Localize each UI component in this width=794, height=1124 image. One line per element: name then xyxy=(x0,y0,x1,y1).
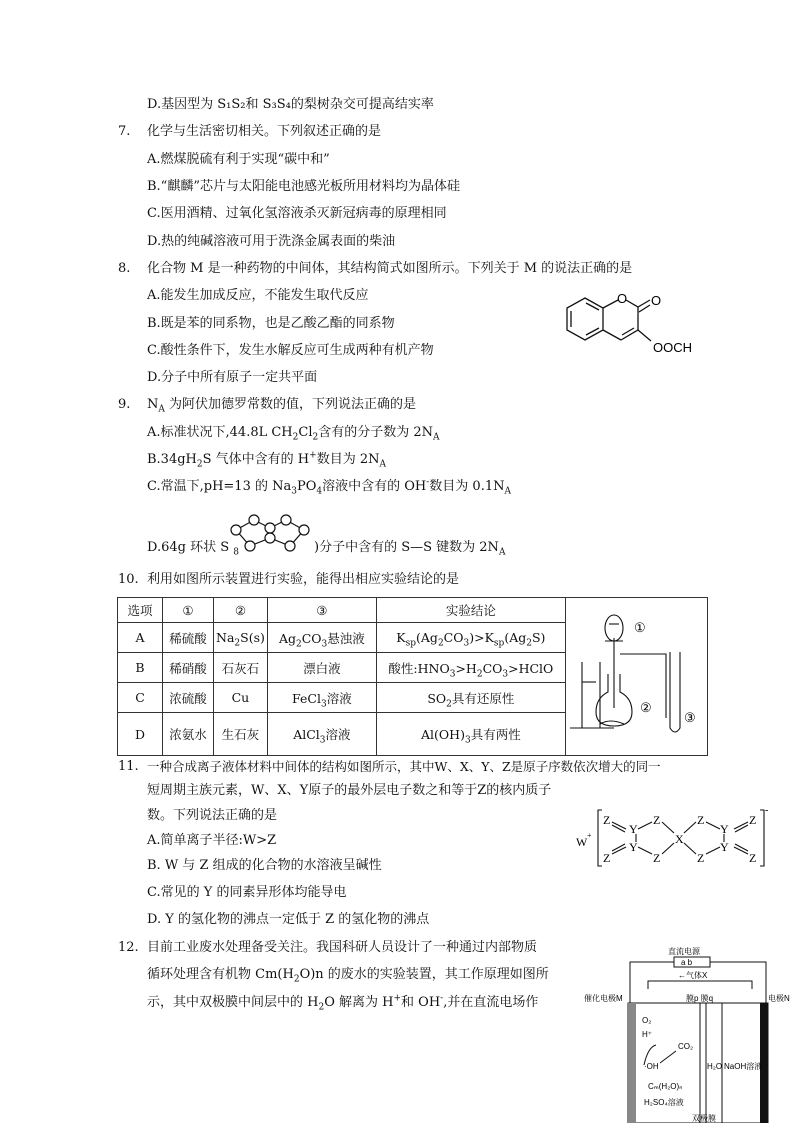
ester-group-label: OOCH xyxy=(653,340,692,355)
q11-option-a: A.简单离子半径:W>Z xyxy=(147,833,277,848)
row-c-reagent-3: FeCl$_3$溶液 xyxy=(267,683,376,713)
row-b-reagent-3: 漂白液 xyxy=(267,653,376,683)
y-label: Y xyxy=(720,822,729,836)
q9-option-a: A.标准状况下,44.8L $CH_2Cl_2$含有的分子数为 $2N_A$ xyxy=(147,425,440,443)
row-c-reagent-2: Cu xyxy=(214,683,268,713)
gas-x-label: ←气体X xyxy=(678,971,708,980)
z-label: Z xyxy=(603,851,611,865)
oh-label: ·OH xyxy=(644,1062,659,1071)
row-a-reagent-2: $Na_2S(s)$ xyxy=(214,623,268,653)
q8-option-b: B.既是苯的同系物，也是乙酸乙酯的同系物 xyxy=(147,316,395,331)
label-2: ② xyxy=(639,701,652,716)
row-a-reagent-3: $Ag_2CO_3$悬浊液 xyxy=(267,623,376,653)
q8-option-a: A.能发生加成反应，不能发生取代反应 xyxy=(147,288,369,303)
power-label: 直流电源 xyxy=(668,947,700,956)
row-a-option: A xyxy=(118,623,163,653)
row-a-conclusion: $K_{sp}(Ag_2CO_3)>K_{sp}(Ag_2S)$ xyxy=(376,623,565,653)
q12-line-3: 示，其中双极膜中间层中的 $H_2O$ 解离为 H+和 OH-,并在直流电场作 xyxy=(147,993,539,1013)
q7-stem: 化学与生活密切相关。下列叙述正确的是 xyxy=(147,124,382,139)
q10-table xyxy=(117,597,708,756)
row-b-conclusion: 酸性$:HNO_3>H_2CO_3>HClO$ xyxy=(376,653,565,683)
z-label: Z xyxy=(749,813,757,827)
row-d-option: D xyxy=(118,713,163,756)
q7-option-d: D.热的纯碱溶液可用于洗涤金属表面的柴油 xyxy=(147,234,396,249)
q11-option-b: B. W 与 Z 组成的化合物的水溶液呈碱性 xyxy=(147,858,382,873)
q9-option-b: $B.34gH_2S$ 气体中含有的 H+数目为 $2N_A$ xyxy=(147,450,386,470)
q9-option-c: C.常温下,pH=13 的 $Na_3PO_4$溶液中含有的 OH-数目为 $0.1N_A$ xyxy=(147,477,511,497)
q9-number: 9. xyxy=(118,397,131,412)
catalytic-electrode-label: 催化电极M xyxy=(584,994,623,1003)
z-label: Z xyxy=(697,813,705,827)
header-reagent-3: ③ xyxy=(267,598,376,623)
q11-option-c: C.常见的 Y 的同素异形体均能导电 xyxy=(147,885,347,900)
z-label: Z xyxy=(653,851,661,865)
q10-stem: 利用如图所示装置进行实验，能得出相应实验结论的是 xyxy=(147,572,460,587)
header-conclusion: 实验结论 xyxy=(376,598,565,623)
apparatus-figure xyxy=(566,598,707,752)
membranes-label: 膜p 膜q xyxy=(686,994,714,1003)
q6-option-d: D.基因型为 S₁S₂和 S₃S₄的梨树杂交可提高结实率 xyxy=(147,97,434,112)
header-reagent-1: ① xyxy=(163,598,214,623)
w-plus-label: + xyxy=(587,831,592,840)
electrode-n-label: 电极N xyxy=(768,994,790,1003)
q8-option-c: C.酸性条件下，发生水解反应可生成两种有机产物 xyxy=(147,343,434,358)
co2-label: CO₂ xyxy=(678,1042,694,1051)
z-label: Z xyxy=(697,851,705,865)
q11-number: 11. xyxy=(118,759,139,774)
ring-oxygen-label: O xyxy=(617,291,628,306)
row-b-option: B xyxy=(118,653,163,683)
q12-number: 12. xyxy=(118,940,139,955)
row-a-reagent-1: 稀硫酸 xyxy=(163,623,214,653)
organic-label: Cₘ(H₂O)ₙ xyxy=(648,1082,683,1091)
o2-label: O₂ xyxy=(642,1016,652,1025)
row-c-reagent-1: 浓硫酸 xyxy=(163,683,214,713)
bipolar-membrane-label: 双极膜 xyxy=(692,1114,716,1123)
row-c-conclusion: $SO_2$具有还原性 xyxy=(376,683,565,713)
q12-line-1: 目前工业废水处理备受关注。我国科研人员设计了一种通过内部物质 xyxy=(147,940,538,955)
y-label: Y xyxy=(629,822,638,836)
y-label: Y xyxy=(720,840,729,854)
apparatus-cell xyxy=(565,598,707,756)
q7-number: 7. xyxy=(118,124,131,139)
z-label: Z xyxy=(603,813,611,827)
q8-number: 8. xyxy=(118,261,131,276)
q11-stem-line-1: 一种合成离子液体材料中间体的结构如图所示，其中W、X、Y、Z是原子序数依次增大的同一 xyxy=(147,759,661,774)
q11-stem-line-3: 数。下列说法正确的是 xyxy=(147,808,278,823)
row-b-reagent-2: 石灰石 xyxy=(214,653,268,683)
q11-option-d: D. Y 的氢化物的沸点一定低于 Z 的氢化物的沸点 xyxy=(147,912,430,927)
row-d-reagent-1: 浓氨水 xyxy=(163,713,214,756)
q9-stem: $N_A$ 为阿伏加德罗常数的值，下列说法正确的是 xyxy=(147,397,417,415)
q9-option-d-end: )分子中含有的 S—S 键数为 $2N_A$ xyxy=(314,540,506,558)
q8-option-d: D.分子中所有原子一定共平面 xyxy=(147,370,318,385)
q11-stem-line-2: 短周期主族元素，W、X、Y原子的最外层电子数之和等于Z的核内质子 xyxy=(147,783,552,798)
w-label: W xyxy=(576,835,588,849)
row-b-reagent-1: 稀硝酸 xyxy=(163,653,214,683)
coumarin-structure-figure xyxy=(558,278,708,362)
z-label: Z xyxy=(749,851,757,865)
x-label: X xyxy=(675,832,684,846)
h2so4-label: H₂SO₄溶液 xyxy=(644,1098,684,1107)
row-d-conclusion: $Al(OH)_3$具有两性 xyxy=(376,713,565,756)
s8-ring-figure xyxy=(228,512,312,556)
naoh-label: NaOH溶液 xyxy=(724,1062,763,1071)
carbonyl-oxygen-label: O xyxy=(651,293,662,308)
q8-stem: 化合物 M 是一种药物的中间体，其结构简式如图所示。下列关于 M 的说法正确的是 xyxy=(147,261,633,276)
label-1: ① xyxy=(633,621,646,636)
label-3: ③ xyxy=(683,711,696,726)
q9-option-d-start: D.64g 环状 S $_8$ xyxy=(147,540,239,558)
header-option: 选项 xyxy=(118,598,163,623)
ionic-liquid-structure-figure xyxy=(574,804,774,876)
y-label: Y xyxy=(629,840,638,854)
h2o-label: H₂O xyxy=(707,1062,723,1071)
row-d-reagent-2: 生石灰 xyxy=(214,713,268,756)
z-label: Z xyxy=(653,813,661,827)
q7-option-c: C.医用酒精、过氧化氢溶液杀灭新冠病毒的原理相同 xyxy=(147,206,447,221)
q7-option-a: A.燃煤脱硫有利于实现“碳中和” xyxy=(147,152,330,167)
row-c-option: C xyxy=(118,683,163,713)
q12-line-2: 循环处理含有机物 $Cm(H_2O)n$ 的废水的实验装置，其工作原理如图所 xyxy=(147,967,549,985)
hplus-label: H⁺ xyxy=(642,1030,652,1039)
q10-number: 10. xyxy=(118,572,139,587)
ab-label: a b xyxy=(681,958,693,967)
header-reagent-2: ② xyxy=(214,598,268,623)
row-d-reagent-3: AlCl$_3$溶液 xyxy=(267,713,376,756)
minus-label: - xyxy=(765,805,769,816)
q7-option-b: B.“麒麟”芯片与太阳能电池感光板所用材料均为晶体硅 xyxy=(147,179,460,194)
electrolysis-device-figure xyxy=(582,945,792,1123)
